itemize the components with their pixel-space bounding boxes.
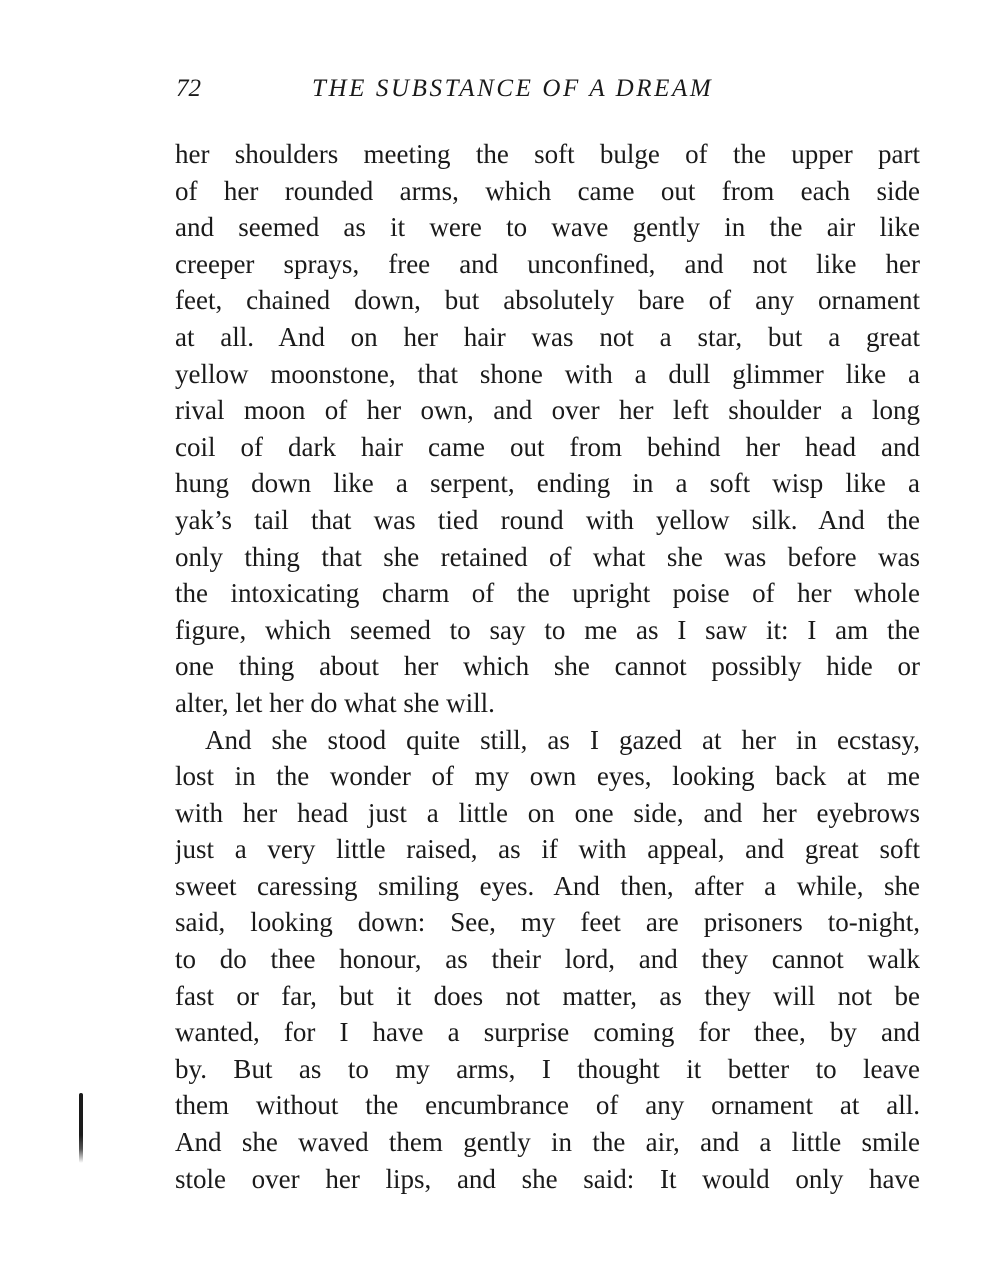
text-line: to do thee honour, as their lord, and they cannot walk <box>175 944 920 975</box>
text-line: rival moon of her own, and over her left shoulder a long <box>175 395 920 426</box>
text-line: said, looking down: See, my feet are prisoners to-night, <box>175 907 920 938</box>
text-line: yellow moonstone, that shone with a dull glimmer like a <box>175 358 920 389</box>
text-line: with her head just a little on one side, and her eyebrows <box>175 797 920 828</box>
paragraph-end-line: alter, let her do what she will. <box>175 687 495 718</box>
paragraph-start-line: And she stood quite still, as I gazed at her in ecstasy, <box>205 724 920 755</box>
text-line: them without the encumbrance of any ornament at all. <box>175 1090 920 1121</box>
text-line: sweet caressing smiling eyes. And then, after a while, she <box>175 870 920 901</box>
text-line: by. But as to my arms, I thought it better to leave <box>175 1053 920 1084</box>
text-line: of her rounded arms, which came out from each side <box>175 175 920 206</box>
text-line: hung down like a serpent, ending in a soft wisp like a <box>175 468 920 499</box>
text-line: her shoulders meeting the soft bulge of the upper part <box>175 139 920 169</box>
text-line: just a very little raised, as if with appeal, and great soft <box>175 834 920 865</box>
text-line: figure, which seemed to say to me as I saw it: I am the <box>175 614 920 645</box>
text-line: lost in the wonder of my own eyes, looking back at me <box>175 761 920 792</box>
text-line: yak’s tail that was tied round with yellow silk. And the <box>175 504 920 535</box>
text-line: only thing that she retained of what she was before was <box>175 541 920 572</box>
body-text <box>175 136 920 1197</box>
text-line: and seemed as it were to wave gently in the air like <box>175 212 920 243</box>
text-line: at all. And on her hair was not a star, but a great <box>175 321 920 352</box>
margin-mark <box>79 1093 83 1163</box>
text-line: creeper sprays, free and unconfined, and not like her <box>175 248 920 279</box>
text-line: feet, chained down, but absolutely bare of any ornament <box>175 285 920 316</box>
text-line: stole over her lips, and she said: It would only have <box>175 1163 920 1194</box>
text-line: wanted, for I have a surprise coming for thee, by and <box>175 1017 920 1048</box>
text-line: fast or far, but it does not matter, as they will not be <box>175 980 920 1011</box>
page-number: 72 <box>176 75 201 102</box>
running-title: THE SUBSTANCE OF A DREAM <box>312 75 714 102</box>
text-line: the intoxicating charm of the upright poise of her whole <box>175 578 920 609</box>
text-line: And she waved them gently in the air, and a little smile <box>175 1127 920 1158</box>
text-line: one thing about her which she cannot possibly hide or <box>175 651 920 682</box>
text-line: coil of dark hair came out from behind her head and <box>175 431 920 462</box>
running-head <box>176 72 920 106</box>
